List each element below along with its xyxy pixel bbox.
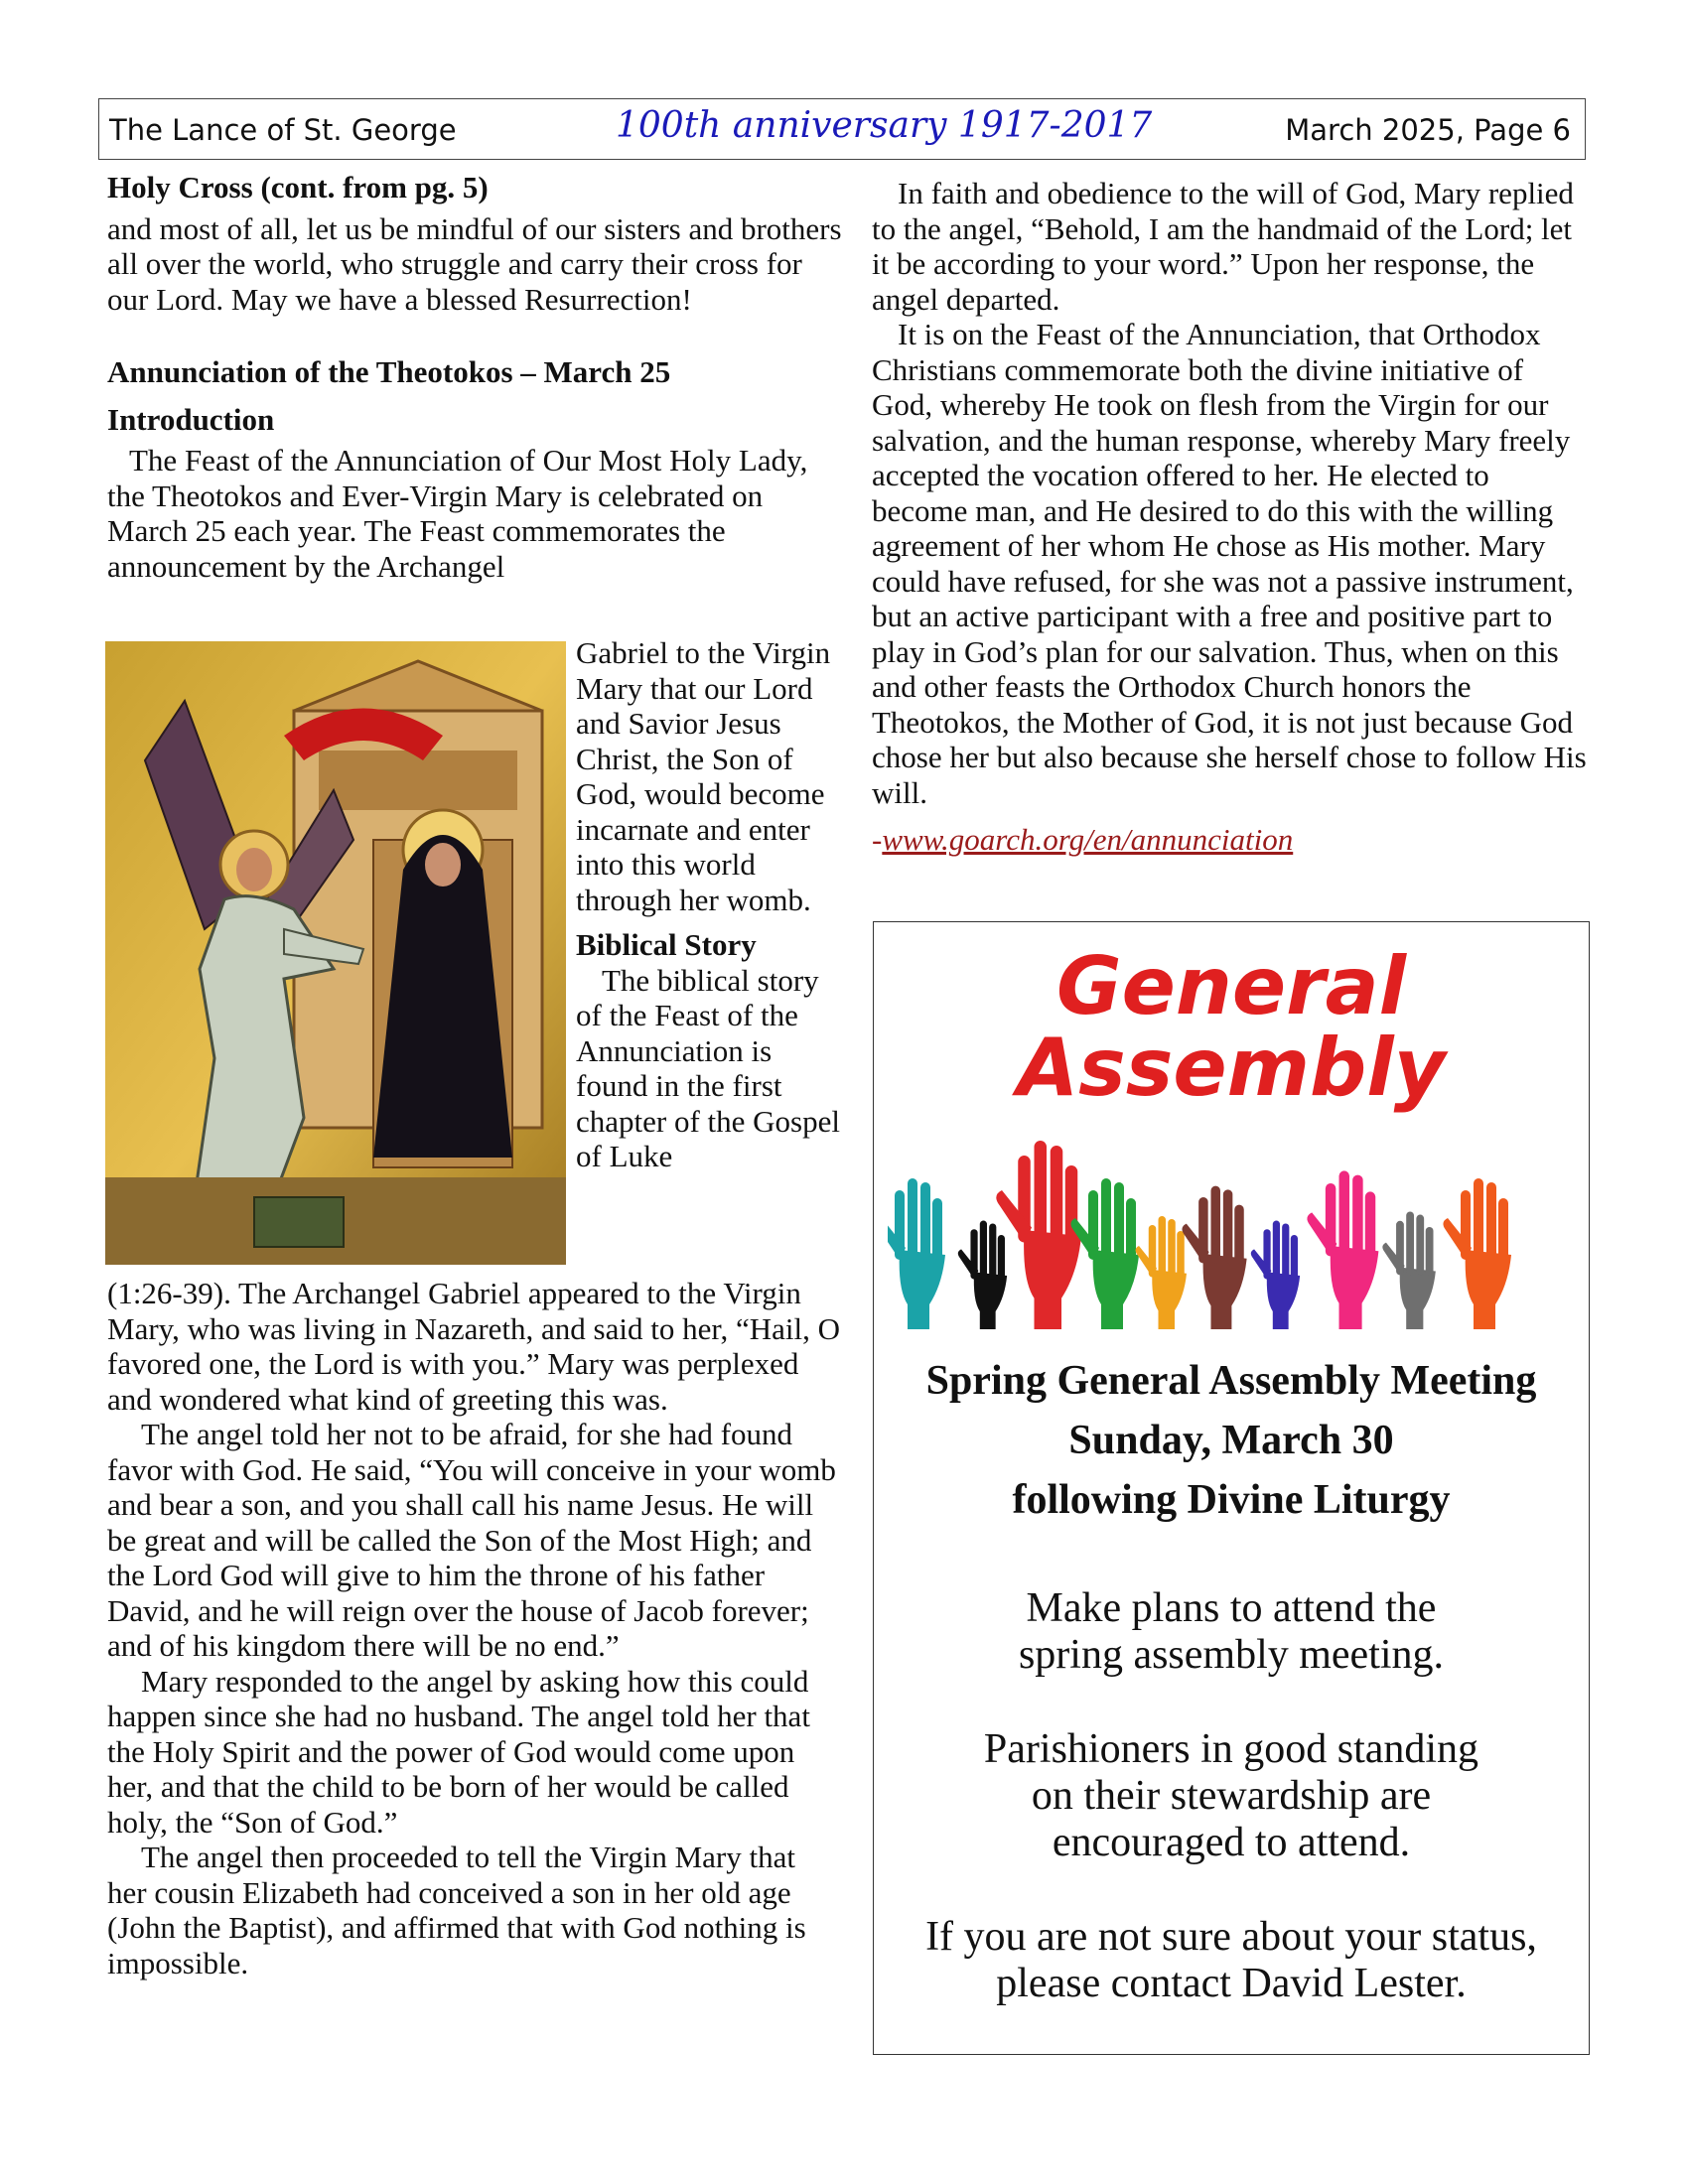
contact-line-2: please contact David Lester.	[996, 1961, 1467, 2006]
intro-wrap-column	[576, 635, 844, 1174]
newsletter-name: The Lance of St. George	[109, 113, 457, 147]
ga-title-line1: General	[1056, 940, 1406, 1032]
standing-text	[874, 1726, 1589, 1866]
right-column	[872, 176, 1587, 858]
faith-paragraph: In faith and obedience to the will of God, Mary replied to the angel, “Behold, I am the handmaid of the Lord; let it be according to your word.” Upon her response, the angel departed.	[872, 176, 1574, 317]
plans-line-2: spring assembly meeting.	[1018, 1632, 1445, 1678]
page-header	[98, 98, 1586, 160]
raised-hand-icon	[996, 1141, 1081, 1329]
meeting-date: Sunday, March 30	[1068, 1418, 1394, 1463]
mary-response-paragraph: Mary responded to the angel by asking how this could happen since she had no husband. The angel told her that the Holy Spirit and the power of God would come upon her, and that the child to be born of her would be called holy, the “Son of God.”	[107, 1663, 810, 1840]
raised-hand-icon	[888, 1178, 945, 1329]
raised-hand-icon	[1443, 1178, 1511, 1329]
article-title: Annunciation of the Theotokos – March 25	[107, 354, 671, 389]
raised-hand-icon	[1136, 1216, 1187, 1329]
raised-hand-icon	[1307, 1170, 1378, 1329]
contact-line-1: If you are not sure about your status,	[925, 1914, 1537, 1960]
raised-hand-icon	[1070, 1178, 1139, 1329]
ga-title-line2: Assembly	[1017, 1022, 1446, 1114]
issue-date-page: March 2025, Page 6	[1285, 113, 1571, 147]
left-column-bottom	[107, 1276, 842, 1980]
biblical-wrap-text: The biblical story of the Feast of the Annunciation is found in the first chapter of the Gospel of Luke	[576, 962, 840, 1173]
biblical-heading: Biblical Story	[576, 927, 757, 962]
raised-hands-graphic	[888, 1131, 1573, 1329]
plans-line-1: Make plans to attend the	[1026, 1585, 1437, 1631]
standing-line-2: on their stewardship are	[1031, 1773, 1432, 1819]
source-link[interactable]: www.goarch.org/en/annunciation	[882, 822, 1294, 857]
plans-text	[874, 1585, 1589, 1679]
continued-text: and most of all, let us be mindful of our sisters and brothers all over the world, who struggle and carry their cross for our Lord. May we have a blessed Resurrection!	[107, 210, 842, 317]
contact-text	[874, 1914, 1589, 2007]
raised-hand-icon	[1382, 1211, 1435, 1329]
elizabeth-paragraph: The angel then proceeded to tell the Virgin Mary that her cousin Elizabeth had conceived a son in her old age (John the Baptist), and affirmed that with God nothing is impossible.	[107, 1840, 806, 1980]
intro-text: The Feast of the Annunciation of Our Most Holy Lady, the Theotokos and Ever-Virgin Mary is celebrated on March 25 each year. The Feast commemorates the announcement by the Archangel	[107, 443, 808, 584]
intro-heading: Introduction	[107, 401, 275, 437]
feast-paragraph: It is on the Feast of the Annunciation, that Orthodox Christians commemorate both the divine initiative of God, whereby He took on flesh from the Virgin for our salvation, and the human response, whereby Mary freely accepted the vocation offered to her. He elected to become man, and He desired to do this with the willing agreement of her whom He chose as His mother. Mary could have refused, for she was not a passive instrument, but an active participant with a free and positive part to play in God’s plan for our salvation. Thus, when on this and other feasts the Orthodox Church honors the Theotokos, the Mother of God, it is not just because God chose her but also because she herself chose to follow His will.	[872, 317, 1587, 810]
standing-line-1: Parishioners in good standing	[983, 1726, 1479, 1772]
intro-wrap-text: Gabriel to the Virgin Mary that our Lord and Savior Jesus Christ, the Son of God, would become incarnate and enter into this world through her womb.	[576, 635, 831, 917]
meeting-details	[874, 1351, 1589, 1530]
left-column-top	[107, 170, 842, 584]
angel-paragraph: The angel told her not to be afraid, for she had found favor with God. He said, “You will conceive in your womb and bear a son, and you shall call his name Jesus. He will be great and will be called the Son of the Most High; and the Lord God will give to him the throne of his father David, and he will reign over the house of Jacob forever; and of his kingdom there will be no end.”	[107, 1417, 836, 1663]
meeting-title: Spring General Assembly Meeting	[925, 1358, 1537, 1404]
source-prefix: -	[872, 822, 883, 857]
raised-hand-icon	[1251, 1221, 1300, 1329]
annunciation-icon-image	[105, 641, 566, 1265]
raised-hand-icon	[958, 1221, 1007, 1329]
meeting-time: following Divine Liturgy	[1012, 1477, 1451, 1523]
raised-hand-icon	[1182, 1186, 1246, 1329]
source-line	[872, 822, 1587, 858]
standing-line-3: encouraged to attend.	[1052, 1820, 1411, 1865]
anniversary-banner: 100th anniversary 1917-2017	[616, 105, 1153, 146]
continued-heading: Holy Cross (cont. from pg. 5)	[107, 170, 489, 205]
general-assembly-box	[873, 921, 1590, 2055]
biblical-text: (1:26-39). The Archangel Gabriel appeared to the Virgin Mary, who was living in Nazareth, and said to her, “Hail, O favored one, the Lord is with you.” Mary was perplexed and wondered what kind of greeting this was.	[107, 1276, 840, 1417]
